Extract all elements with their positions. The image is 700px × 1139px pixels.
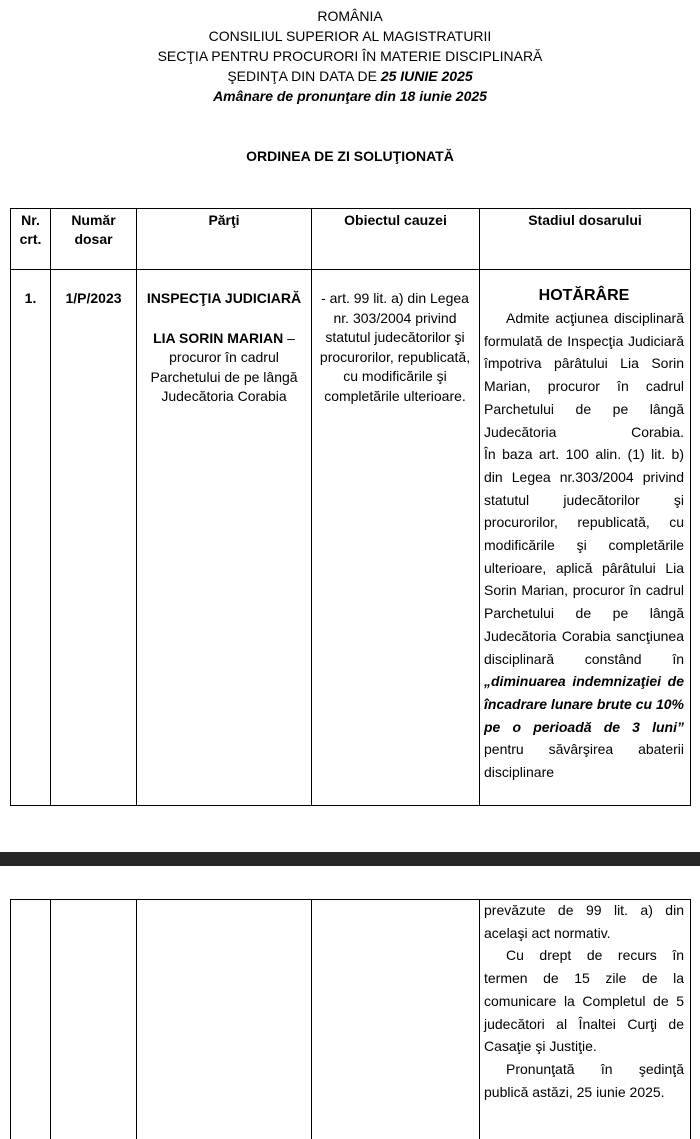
stadiu-heading: HOTĂRÂRE <box>538 287 630 304</box>
sanction-text: „diminuarea indemnizaţiei de încadrare lunare brute cu 10% pe o perioadă de 3 luni” <box>484 673 684 735</box>
row-parti <box>141 289 307 407</box>
document-page-2 <box>0 866 700 1106</box>
stadiu-paragraph-2: În baza art. 100 alin. (1) lit. b) din Legea nr.303/2004 privind statutul judecătorilor şi procurorilor, republicată, cu modificările şi completările ulterioare, aplică pârâtului Lia Sorin Marian, procuror în cadrul Parchetului de pe lângă Judecătoria Corabia sancţiunea disciplinară constând în „diminuarea indemnizaţiei de încadrare lunare brute cu 10% pe o perioadă de 3 luni” pentru săvârşirea abaterii disciplinare <box>484 446 684 781</box>
session-prefix: ŞEDINŢA DIN DATA DE <box>227 68 381 84</box>
row-obiect: - art. 99 lit. a) din Legea nr. 303/2004 privind statutul judecătorilor şi procurorilor, republicată, cu modificările şi completările ulterioare. <box>319 290 471 404</box>
header-council: CONSILIUL SUPERIOR AL MAGISTRATURII <box>208 28 492 44</box>
header-nr: Nr. crt. <box>19 212 42 247</box>
stadiu-paragraph-1: Admite acţiunea disciplinară formulată de Inspecţia Judiciară împotriva pârâtului Lia Sorin Marian, procuror în cadrul Parchetului de pe lângă Judecătoria Corabia. <box>484 310 684 440</box>
page-title: ORDINEA DE ZI SOLUŢIONATĂ <box>246 148 454 164</box>
row-stadiu-continued <box>484 899 684 1103</box>
agenda-table-continued <box>10 899 691 1139</box>
row-dosar: 1/P/2023 <box>65 290 122 306</box>
header-stadiu: Stadiul dosarului <box>528 212 642 228</box>
defendant-role: – procuror în cadrul Parchetului de pe lângă Judecătoria Corabia <box>150 329 298 404</box>
page-separator <box>0 852 700 866</box>
parti-inspector: INSPECŢIA JUDICIARĂ <box>146 290 302 306</box>
session-date: 25 IUNIE 2025 <box>380 68 473 84</box>
header-parti: Părţi <box>208 212 240 228</box>
agenda-table <box>10 208 691 806</box>
stadiu-appeal: Cu drept de recurs în termen de 15 zile de la comunicare la Completul de 5 judecători al Înaltei Curţi de Casaţie şi Justiţie. <box>484 947 684 1055</box>
header-section: SECŢIA PENTRU PROCURORI ÎN MATERIE DISCIPLINARĂ <box>157 48 543 64</box>
row-nr: 1. <box>24 290 37 306</box>
header-obiect: Obiectul cauzei <box>344 212 447 228</box>
defendant-name: LIA SORIN MARIAN <box>153 329 284 346</box>
stadiu-continuation: prevăzute de 99 lit. a) din acelaşi act normativ. <box>484 902 684 941</box>
stadiu-pronounced: Pronunţată în şedinţă publică astăzi, 25 iunie 2025. <box>484 1060 684 1100</box>
header-country: ROMÂNIA <box>317 8 383 24</box>
header-session <box>0 66 700 86</box>
parti-defendant <box>141 329 307 407</box>
row-stadiu <box>484 285 684 784</box>
header-dosar: Număr dosar <box>71 212 116 247</box>
header-postponement: Amânare de pronunţare din 18 iunie 2025 <box>213 88 487 104</box>
